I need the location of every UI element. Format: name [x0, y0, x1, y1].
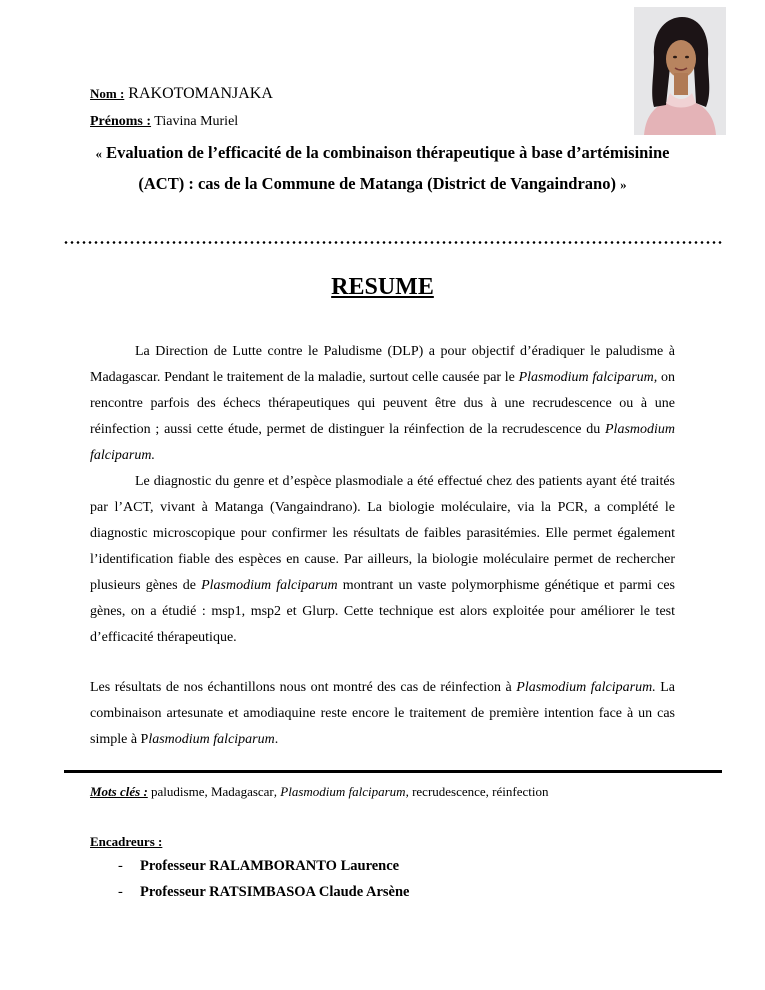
firstnames-line [90, 114, 238, 130]
firstnames-label: Prénoms : [90, 114, 152, 129]
p2-italic-1: Plasmodium falciparum [201, 578, 338, 593]
p2-text-2: montrant un vaste polymorphisme génétique et parmi ces gènes, on a étudié : msp1, msp2 et Glurp. Cette technique est alors exploitée pour améliorer le test d’efficacité thérapeutique. [90, 578, 675, 645]
p3-text-3: . [274, 732, 279, 747]
abstract-body [90, 339, 675, 651]
p3-italic-1: Plasmodium falciparum. [516, 680, 656, 695]
keywords-text-2: recrudescence, réinfection [408, 784, 549, 799]
bullet-dash: - [118, 884, 123, 900]
supervisor-item [118, 858, 399, 875]
supervisors-label: Encadreurs : [90, 834, 163, 849]
name-value: RAKOTOMANJAKA [128, 85, 273, 102]
name-label: Nom : [90, 86, 125, 101]
name-line [90, 85, 273, 103]
p1-italic-1: Plasmodium falciparum, [518, 370, 658, 385]
author-portrait-image [634, 7, 726, 135]
p3-text-2: La combinaison artesunate et amodiaquine reste encore le traitement de première intention face à un cas simple à P [90, 680, 675, 747]
p3-italic-2: lasmodium falciparum [148, 732, 275, 747]
firstnames-value: Tiavina Muriel [154, 114, 239, 129]
author-photo [634, 7, 726, 135]
thesis-title [90, 138, 675, 200]
p1-text-2: on rencontre parfois des échecs thérapeutiques qui peuvent être dus à une recrudescence ou à une réinfection ; aussi cette étude, permet de distinguer la réinfection de la recrudescence du [90, 370, 675, 437]
p1-italic-2: Plasmodium falciparum. [90, 422, 675, 463]
supervisor-name: Professeur RALAMBORANTO Laurence [140, 858, 400, 874]
abstract-paragraph-1 [90, 339, 675, 469]
title-open-quote: « [95, 146, 103, 161]
abstract-paragraph-3 [90, 675, 675, 753]
title-close-quote: » [620, 177, 627, 192]
abstract-conclusion [90, 675, 675, 753]
p3-text-1: Les résultats de nos échantillons nous ont montré des cas de réinfection à [90, 680, 517, 695]
bullet-dash: - [118, 858, 123, 874]
keywords-text-1: paludisme, Madagascar [147, 784, 274, 799]
p2-text-1: Le diagnostic du genre et d’espèce plasmodiale a été effectué chez des patients ayant été traités par l’ACT, vivant à Matanga (Vangaindrano). La biologie moléculaire, via la PCR, a complété le diagnostic microscopique pour confirmer les résultats de faibles parasitémies. Elle permet également l’identification fiable des espèces en cause. Par ailleurs, la biologie moléculaire permet de rechercher plusieurs gènes de [90, 474, 675, 593]
keywords-italic: , Plasmodium falciparum, [273, 784, 409, 799]
horizontal-rule [64, 770, 722, 773]
keywords-label: Mots clés : [90, 784, 148, 799]
title-text: Evaluation de l’efficacité de la combinaison thérapeutique à base d’artémisinine (ACT) : cas de la Commune de Matanga (District de Vangaindrano) [106, 143, 670, 193]
supervisor-name: Professeur RATSIMBASOA Claude Arsène [140, 884, 410, 900]
abstract-paragraph-2 [90, 469, 675, 651]
dotted-separator [63, 241, 723, 244]
supervisor-item [118, 884, 409, 901]
section-heading: RESUME [331, 274, 434, 300]
p1-text-1: La Direction de Lutte contre le Paludisme (DLP) a pour objectif d’éradiquer le paludisme à Madagascar. Pendant le traitement de la maladie, surtout celle causée par le [90, 344, 675, 385]
keywords-line [90, 784, 549, 800]
